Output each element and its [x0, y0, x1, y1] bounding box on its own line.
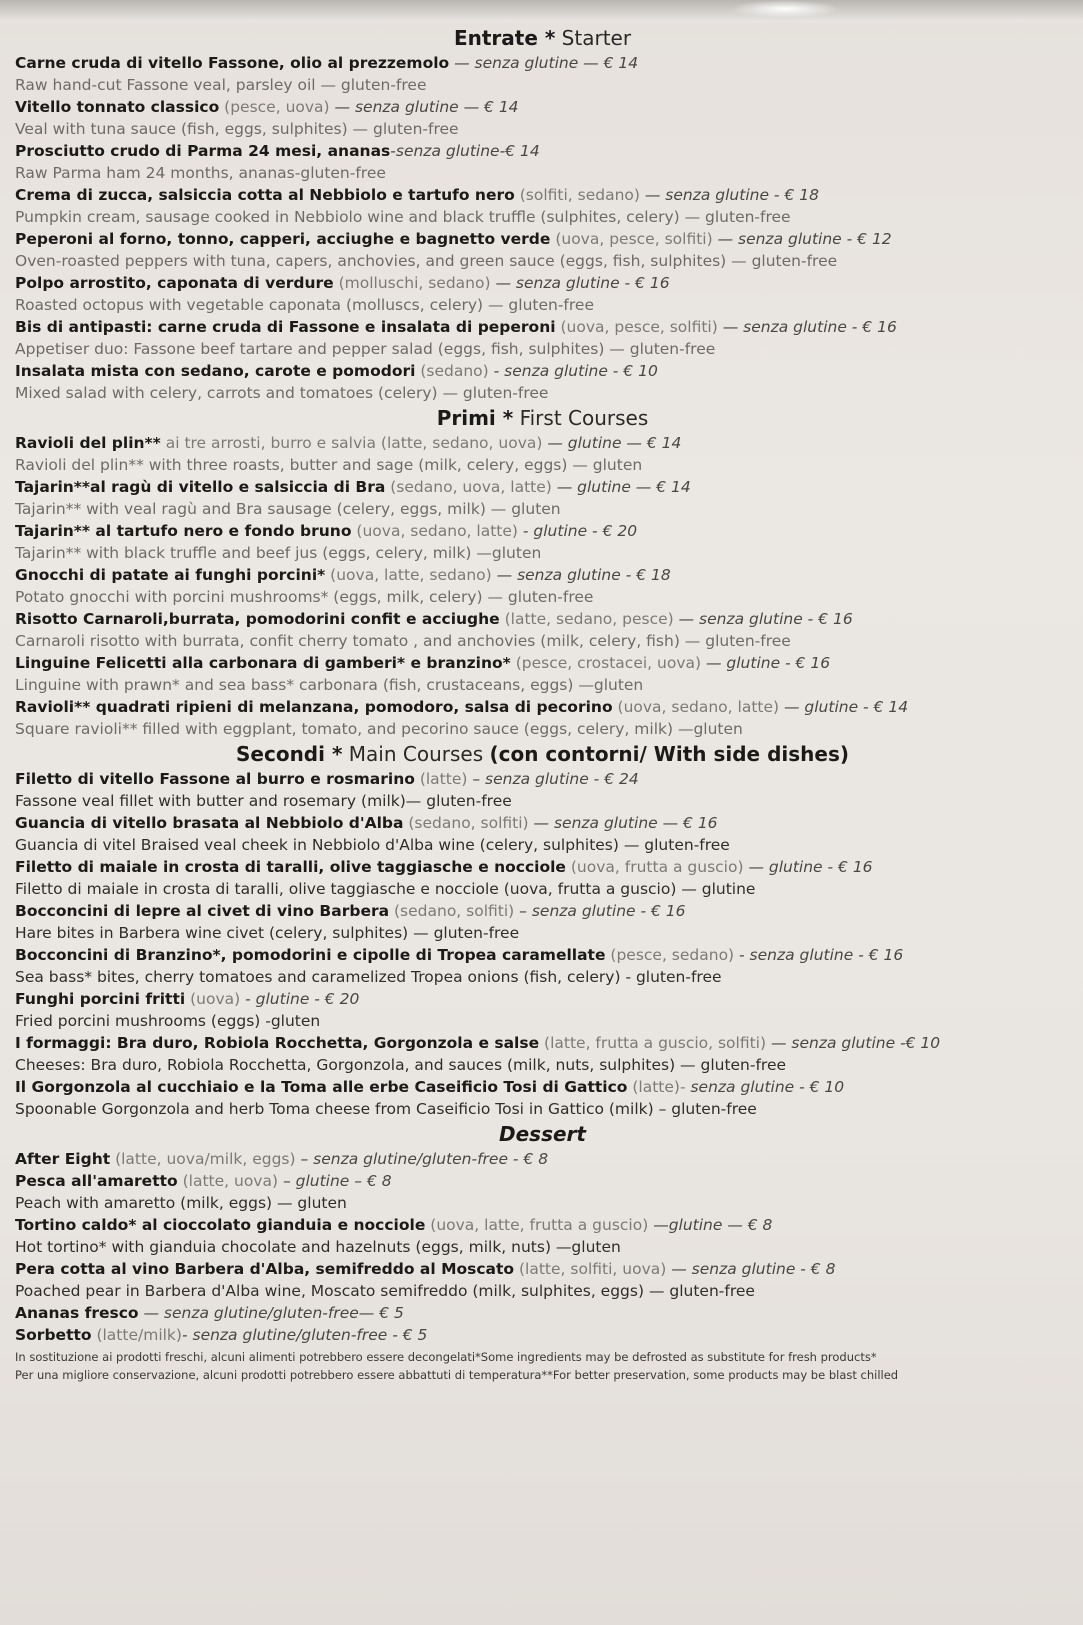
gluten-and-price: - senza glutine - € 16 [734, 946, 904, 964]
allergen-note: (latte, frutta a guscio, solfiti) [539, 1034, 767, 1052]
allergen-note: (solfiti, sedano) [514, 186, 640, 204]
dish-name: After Eight [15, 1150, 111, 1168]
menu-item-english: Veal with tuna sauce (fish, eggs, sulphites) — gluten-free [15, 120, 459, 138]
section-title-it: Secondi * [236, 742, 343, 766]
dish-name: Peperoni al forno, tonno, capperi, acciughe e bagnetto verde [15, 230, 551, 248]
menu-item [15, 476, 1070, 520]
menu-item [15, 228, 1070, 272]
menu-item [15, 1324, 1070, 1346]
menu-item [15, 140, 1070, 184]
section-title-extra: (con contorni/ With side dishes) [489, 742, 849, 766]
section-title-starters [15, 26, 1070, 50]
gluten-and-price: — senza glutine -€ 10 [766, 1034, 941, 1052]
allergen-note: (latte, solfiti, uova) [514, 1260, 667, 1278]
footer-note-defrosted: In sostituzione ai prodotti freschi, alcuni alimenti potrebbero essere decongelati*Some ingredients may be defrosted as substitute for fresh products* [15, 1350, 877, 1364]
section-title-main-courses [15, 742, 1070, 766]
menu-item-english: Poached pear in Barbera d'Alba wine, Moscato semifreddo (milk, sulphites, eggs) — gluten-free [15, 1282, 755, 1300]
menu-item-english: Hare bites in Barbera wine civet (celery, sulphites) — gluten-free [15, 924, 520, 942]
gluten-and-price: —glutine — € 8 [648, 1216, 773, 1234]
menu-item-italian [15, 520, 1070, 542]
section-title-it: Dessert [499, 1122, 586, 1146]
allergen-note: (uova, latte, frutta a guscio) [425, 1216, 649, 1234]
menu-item-italian [15, 360, 1070, 382]
allergen-note: (latte, uova/milk, eggs) [110, 1150, 296, 1168]
menu-item [15, 944, 1070, 988]
menu-item-english: Sea bass* bites, cherry tomatoes and caramelized Tropea onions (fish, celery) - gluten-free [15, 968, 722, 986]
menu-item [15, 812, 1070, 856]
menu-item-english: Filetto di maiale in crosta di taralli, olive taggiasche e nocciole (uova, frutta a guscio) — glutine [15, 880, 756, 898]
menu-item-english: Ravioli del plin** with three roasts, butter and sage (milk, celery, eggs) — gluten [15, 456, 643, 474]
dish-name: Crema di zucca, salsiccia cotta al Nebbiolo e tartufo nero [15, 186, 515, 204]
menu-item-english: Peach with amaretto (milk, eggs) — gluten [15, 1194, 347, 1212]
menu-item-italian [15, 812, 1070, 834]
allergen-note: (latte)- [627, 1078, 686, 1096]
gluten-and-price: — senza glutine/gluten-free— € 5 [138, 1304, 404, 1322]
menu-item-italian [15, 856, 1070, 878]
gluten-and-price: - senza glutine/gluten-free - € 5 [181, 1326, 428, 1344]
menu-item-english: Square ravioli** filled with eggplant, tomato, and pecorino sauce (eggs, celery, milk) —gluten [15, 720, 743, 738]
menu-content [15, 24, 1070, 1384]
menu-item-italian [15, 696, 1070, 718]
menu-item [15, 900, 1070, 944]
menu-item [15, 652, 1070, 696]
menu-item-italian [15, 476, 1070, 498]
menu-item [15, 184, 1070, 228]
allergen-note: (latte/milk) [91, 1326, 182, 1344]
allergen-note: (uova, frutta a guscio) [565, 858, 744, 876]
light-reflection [730, 0, 840, 18]
gluten-and-price: - senza glutine - € 10 [488, 362, 658, 380]
dish-name: Ravioli** quadrati ripieni di melanzana, pomodoro, salsa di pecorino [15, 698, 613, 716]
menu-item-italian [15, 184, 1070, 206]
menu-item [15, 1148, 1070, 1170]
gluten-and-price: - glutine - € 20 [240, 990, 360, 1008]
menu-item [15, 856, 1070, 900]
menu-item-italian [15, 316, 1070, 338]
gluten-and-price: — glutine - € 16 [743, 858, 873, 876]
gluten-and-price: — senza glutine — € 14 [329, 98, 519, 116]
menu-item [15, 1214, 1070, 1258]
menu-item-italian [15, 900, 1070, 922]
menu-item-italian [15, 564, 1070, 586]
menu-item [15, 96, 1070, 140]
allergen-note: (latte) [414, 770, 468, 788]
dish-name: Tortino caldo* al cioccolato gianduia e nocciole [15, 1216, 426, 1234]
menu-item-italian [15, 1324, 1070, 1346]
menu-item-english: Mixed salad with celery, carrots and tomatoes (celery) — gluten-free [15, 384, 549, 402]
menu-item [15, 608, 1070, 652]
menu-item-italian [15, 1076, 1070, 1098]
menu-item [15, 1076, 1070, 1120]
menu-item [15, 1302, 1070, 1324]
footer-note-blast-chilled: Per una migliore conservazione, alcuni prodotti potrebbero essere abbattuti di temperatura**For better preservation, some products may be blast chilled [15, 1368, 899, 1382]
menu-item [15, 52, 1070, 96]
menu-item-english: Tajarin** with black truffle and beef jus (eggs, celery, milk) —gluten [15, 544, 542, 562]
gluten-and-price: — senza glutine - € 16 [490, 274, 670, 292]
dish-name: Sorbetto [15, 1326, 92, 1344]
dish-name: Vitello tonnato classico [15, 98, 220, 116]
menu-item [15, 1258, 1070, 1302]
gluten-and-price: — glutine - € 14 [779, 698, 909, 716]
menu-item-english: Tajarin** with veal ragù and Bra sausage (celery, eggs, milk) — gluten [15, 500, 561, 518]
starters-list [15, 52, 1070, 404]
allergen-note: (uova) [185, 990, 241, 1008]
menu-item [15, 564, 1070, 608]
gluten-and-price: — senza glutine - € 8 [666, 1260, 836, 1278]
gluten-and-price: — senza glutine - € 18 [491, 566, 671, 584]
menu-item-english: Raw Parma ham 24 months, ananas-gluten-free [15, 164, 386, 182]
allergen-note: (sedano, solfiti) [389, 902, 515, 920]
dish-name: Bocconcini di lepre al civet di vino Barbera [15, 902, 390, 920]
dish-name: Prosciutto crudo di Parma 24 mesi, ananas [15, 142, 391, 160]
menu-item-english: Oven-roasted peppers with tuna, capers, anchovies, and green sauce (eggs, fish, sulphites) — gluten-free [15, 252, 838, 270]
allergen-note: ai tre arrosti, burro e salvia (latte, sedano, uova) [160, 434, 543, 452]
menu-item-english: Pumpkin cream, sausage cooked in Nebbiolo wine and black truffle (sulphites, celery) — gluten-free [15, 208, 791, 226]
section-title-en: First Courses [519, 406, 649, 430]
allergen-note: (uova, pesce, solfiti) [550, 230, 713, 248]
dish-name: I formaggi: Bra duro, Robiola Rocchetta, Gorgonzola e salse [15, 1034, 540, 1052]
gluten-and-price: — glutine — € 14 [551, 478, 691, 496]
dish-name: Risotto Carnaroli,burrata, pomodorini confit e acciughe [15, 610, 500, 628]
dish-name: Pera cotta al vino Barbera d'Alba, semifreddo al Moscato [15, 1260, 515, 1278]
dish-name: Linguine Felicetti alla carbonara di gamberi* e branzino* [15, 654, 511, 672]
menu-item-italian [15, 652, 1070, 674]
gluten-and-price: — glutine — € 14 [542, 434, 682, 452]
gluten-and-price: – senza glutine/gluten-free - € 8 [295, 1150, 549, 1168]
allergen-note: (latte, sedano, pesce) [499, 610, 674, 628]
dish-name: Ananas fresco [15, 1304, 139, 1322]
menu-item-italian [15, 140, 1070, 162]
allergen-note: (uova, pesce, solfiti) [555, 318, 718, 336]
gluten-and-price: — senza glutine - € 16 [673, 610, 853, 628]
gluten-and-price: – senza glutine - € 16 [514, 902, 686, 920]
menu-item-italian [15, 228, 1070, 250]
dessert-list [15, 1148, 1070, 1346]
dish-name: Tajarin**al ragù di vitello e salsiccia di Bra [15, 478, 386, 496]
gluten-and-price: – senza glutine - € 24 [467, 770, 639, 788]
menu-item [15, 1032, 1070, 1076]
menu-item-english: Fried porcini mushrooms (eggs) -gluten [15, 1012, 321, 1030]
menu-item-italian [15, 96, 1070, 118]
section-title-dessert [15, 1122, 1070, 1146]
section-title-first-courses [15, 406, 1070, 430]
menu-item-italian [15, 1032, 1070, 1054]
menu-item [15, 1170, 1070, 1214]
menu-item-english: Hot tortino* with gianduia chocolate and hazelnuts (eggs, milk, nuts) —gluten [15, 1238, 621, 1256]
dish-name: Ravioli del plin** [15, 434, 161, 452]
menu-item-italian [15, 944, 1070, 966]
menu-item [15, 768, 1070, 812]
menu-item-italian [15, 768, 1070, 790]
menu-item-italian [15, 1214, 1070, 1236]
menu-item-italian [15, 1148, 1070, 1170]
dish-name: Insalata mista con sedano, carote e pomodori [15, 362, 416, 380]
allergen-note: (sedano, uova, latte) [385, 478, 552, 496]
menu-item-italian [15, 52, 1070, 74]
menu-item-english: Appetiser duo: Fassone beef tartare and pepper salad (eggs, fish, sulphites) — gluten-free [15, 340, 716, 358]
allergen-note: (uova, sedano, latte) [351, 522, 518, 540]
menu-item-english: Raw hand-cut Fassone veal, parsley oil — gluten-free [15, 76, 427, 94]
menu-item-english: Carnaroli risotto with burrata, confit cherry tomato , and anchovies (milk, celery, fish) — gluten-free [15, 632, 791, 650]
menu-item-italian [15, 1170, 1070, 1192]
menu-item-italian [15, 1258, 1070, 1280]
menu-item-english: Roasted octopus with vegetable caponata (molluscs, celery) — gluten-free [15, 296, 594, 314]
dish-name: Filetto di vitello Fassone al burro e rosmarino [15, 770, 415, 788]
allergen-note: (pesce, sedano) [605, 946, 735, 964]
section-title-en: Main Courses [348, 742, 484, 766]
menu-item-italian [15, 432, 1070, 454]
menu-item-italian [15, 1302, 1070, 1324]
dish-name: Tajarin** al tartufo nero e fondo bruno [15, 522, 352, 540]
dish-name: Bis di antipasti: carne cruda di Fassone e insalata di peperoni [15, 318, 556, 336]
allergen-note: (sedano, solfiti) [403, 814, 529, 832]
allergen-note: (molluschi, sedano) [333, 274, 491, 292]
dish-name: Guancia di vitello brasata al Nebbiolo d'Alba [15, 814, 404, 832]
allergen-note: (uova, sedano, latte) [612, 698, 780, 716]
dish-name: Funghi porcini fritti [15, 990, 186, 1008]
dish-name: Gnocchi di patate ai funghi porcini* [15, 566, 326, 584]
gluten-and-price: -senza glutine-€ 14 [390, 142, 540, 160]
menu-item [15, 316, 1070, 360]
menu-item [15, 520, 1070, 564]
allergen-note: (uova, latte, sedano) [325, 566, 492, 584]
menu-item-italian [15, 608, 1070, 630]
allergen-note: (pesce, uova) [219, 98, 330, 116]
gluten-and-price: — senza glutine - € 12 [712, 230, 892, 248]
gluten-and-price: — senza glutine — € 16 [528, 814, 718, 832]
menu-item-english: Spoonable Gorgonzola and herb Toma cheese from Caseificio Tosi in Gattico (milk) – gluten-free [15, 1100, 757, 1118]
allergen-note: (latte, uova) [177, 1172, 279, 1190]
dish-name: Bocconcini di Branzino*, pomodorini e cipolle di Tropea caramellate [15, 946, 606, 964]
gluten-and-price: — senza glutine — € 14 [449, 54, 639, 72]
menu-item-english: Fassone veal fillet with butter and rosemary (milk)— gluten-free [15, 792, 512, 810]
menu-item [15, 696, 1070, 740]
allergen-note: (pesce, crostacei, uova) [510, 654, 702, 672]
gluten-and-price: - glutine - € 20 [517, 522, 638, 540]
section-title-it: Primi * [436, 406, 514, 430]
dish-name: Il Gorgonzola al cucchiaio e la Toma alle erbe Caseificio Tosi di Gattico [15, 1078, 628, 1096]
menu-item [15, 432, 1070, 476]
gluten-and-price: – glutine – € 8 [278, 1172, 392, 1190]
menu-item-english: Guancia di vitel Braised veal cheek in Nebbiolo d'Alba wine (celery, sulphites) — gluten-free [15, 836, 730, 854]
gluten-and-price: senza glutine - € 10 [685, 1078, 845, 1096]
menu-item-english: Potato gnocchi with porcini mushrooms* (eggs, milk, celery) — gluten-free [15, 588, 594, 606]
first-courses-list [15, 432, 1070, 740]
menu-item-english: Cheeses: Bra duro, Robiola Rocchetta, Gorgonzola, and sauces (milk, nuts, sulphites) — gluten-free [15, 1056, 787, 1074]
menu-item-italian [15, 988, 1070, 1010]
gluten-and-price: — senza glutine - € 16 [717, 318, 897, 336]
gluten-and-price: — glutine - € 16 [701, 654, 831, 672]
allergen-note: (sedano) [415, 362, 489, 380]
photo-glare [0, 0, 1083, 22]
gluten-and-price: — senza glutine - € 18 [639, 186, 819, 204]
dish-name: Carne cruda di vitello Fassone, olio al prezzemolo [15, 54, 450, 72]
section-title-it: Entrate * [453, 26, 556, 50]
menu-item [15, 360, 1070, 404]
dish-name: Polpo arrostito, caponata di verdure [15, 274, 334, 292]
main-courses-list [15, 768, 1070, 1120]
section-title-en: Starter [561, 26, 632, 50]
menu-item [15, 272, 1070, 316]
menu-item-italian [15, 272, 1070, 294]
dish-name: Pesca all'amaretto [15, 1172, 178, 1190]
dish-name: Filetto di maiale in crosta di taralli, olive taggiasche e nocciole [15, 858, 566, 876]
menu-item-english: Linguine with prawn* and sea bass* carbonara (fish, crustaceans, eggs) —gluten [15, 676, 644, 694]
menu-item [15, 988, 1070, 1032]
